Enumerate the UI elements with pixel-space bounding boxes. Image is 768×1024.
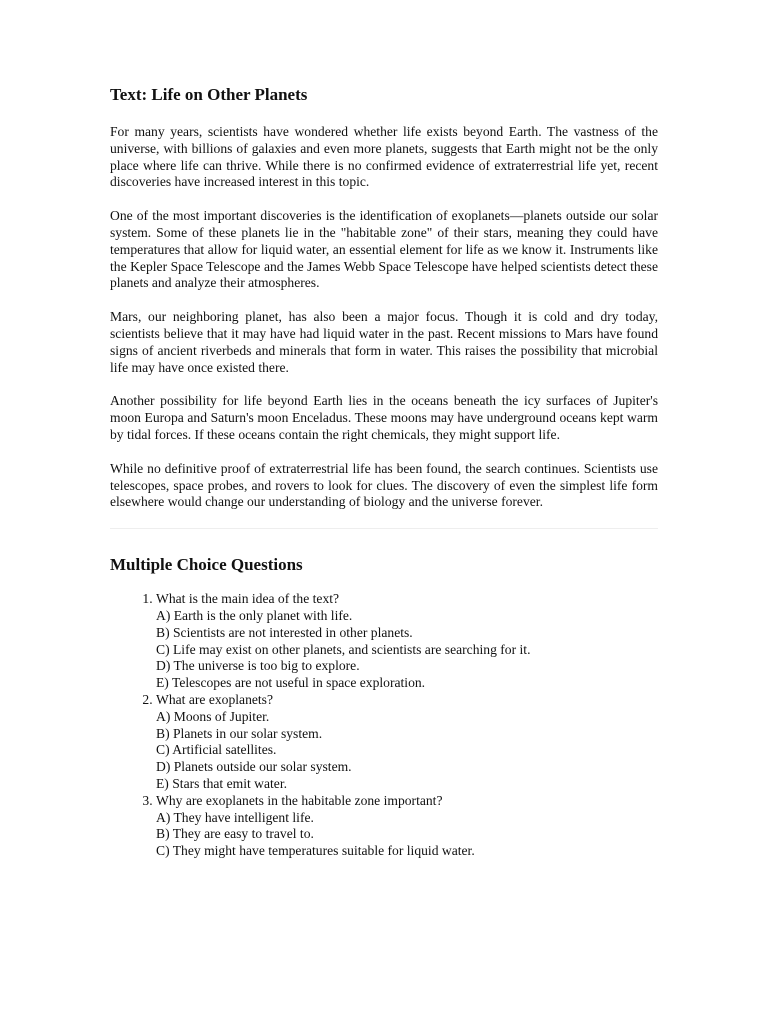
paragraph: Mars, our neighboring planet, has also been a major focus. Though it is cold and dry today, scientists believe that it may have had liquid water in the past. Recent missions to Mars have found signs of ancient riverbeds and minerals that form in water. This raises the possibility that microbial life may have once existed there. (110, 309, 658, 375)
answer-option: A) They have intelligent life. (156, 809, 314, 825)
question-text: 1. What is the main idea of the text? (156, 591, 340, 607)
section-divider (110, 528, 658, 529)
question-item (156, 692, 658, 793)
answer-option: A) Moons of Jupiter. (156, 708, 270, 724)
text-title: Text: Life on Other Planets (110, 85, 308, 104)
mcq-title: Multiple Choice Questions (110, 555, 303, 575)
question-list (110, 591, 658, 860)
paragraph: For many years, scientists have wondered whether life exists beyond Earth. The vastness of the universe, with billions of galaxies and even more planets, suggests that Earth might not be the only place where life can thrive. While there is no confirmed evidence of extraterrestrial life yet, recent discoveries have increased interest in this topic. (110, 124, 658, 190)
answer-option: E) Stars that emit water. (156, 775, 287, 791)
answer-option: E) Telescopes are not useful in space exploration. (156, 675, 426, 691)
question-item (156, 591, 658, 692)
answer-option: C) Life may exist on other planets, and scientists are searching for it. (156, 641, 531, 657)
answer-option: C) Artificial satellites. (156, 742, 277, 758)
answer-option: B) Scientists are not interested in other planets. (156, 624, 413, 640)
answer-option: D) The universe is too big to explore. (156, 658, 360, 674)
answer-option: D) Planets outside our solar system. (156, 759, 352, 775)
answer-option: C) They might have temperatures suitable for liquid water. (156, 843, 475, 859)
paragraph: While no definitive proof of extraterrestrial life has been found, the search continues. Scientists use telescopes, space probes, and rovers to look for clues. The discovery of even the simplest life form elsewhere would change our understanding of biology and the universe forever. (110, 460, 658, 510)
question-text: 2. What are exoplanets? (156, 691, 273, 707)
paragraph: One of the most important discoveries is the identification of exoplanets—planets outside our solar system. Some of these planets lie in the "habitable zone" of their stars, meaning they could have temperatures that allow for liquid water, an essential element for life as we know it. Instruments like the Kepler Space Telescope and the James Webb Space Telescope have helped scientists detect these planets and analyze their atmospheres. (110, 208, 658, 291)
question-text: 3. Why are exoplanets in the habitable zone important? (156, 792, 443, 808)
answer-option: B) They are easy to travel to. (156, 826, 314, 842)
question-item (156, 793, 658, 860)
document-page (110, 84, 658, 860)
answer-option: B) Planets in our solar system. (156, 725, 323, 741)
answer-option: A) Earth is the only planet with life. (156, 607, 353, 623)
paragraph: Another possibility for life beyond Earth lies in the oceans beneath the icy surfaces of Jupiter's moon Europa and Saturn's moon Enceladus. These moons may have underground oceans kept warm by tidal forces. If these oceans contain the right chemicals, they might support life. (110, 393, 658, 442)
